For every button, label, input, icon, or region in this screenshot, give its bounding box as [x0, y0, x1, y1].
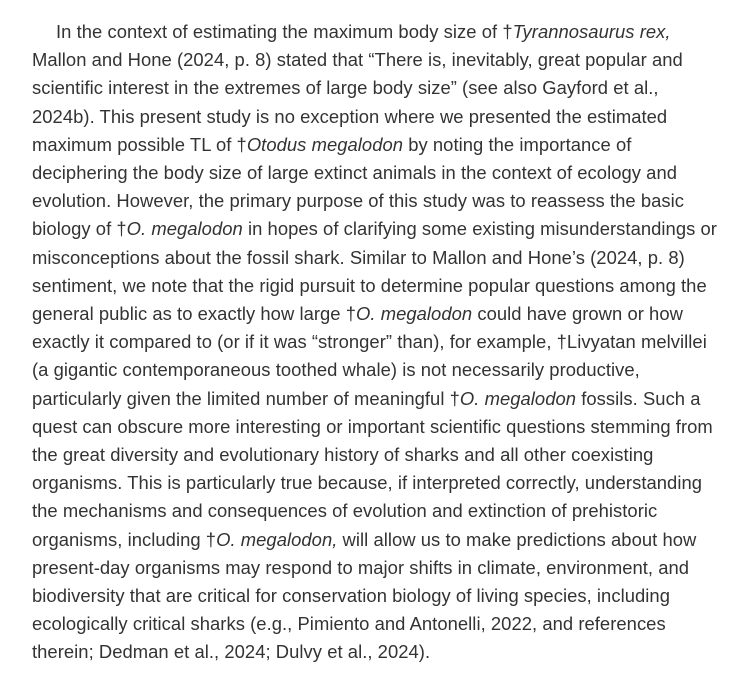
taxon-name: O. megalodon	[459, 387, 577, 409]
taxon-name: Otodus megalodon	[246, 133, 404, 155]
text-segment: fossils. Such a quest can obscure more interesting or important scientific questions stemming from the great diversity and evolutionary history of sharks and all other coexisting organisms. This is particularly true because, if interpreted correctly, understanding the mechanisms and consequences of evolution and extinction of prehistoric organisms, including †	[32, 387, 713, 550]
text-segment: will allow us to make predictions about how present-day organisms may respond to major shifts in climate, environment, and biodiversity that are critical for conservation biology of living species, including ecologically critical sharks (e.g., Pimiento and Antonelli, 2022, and references therein; Dedman et al., 2024; Dulvy et al., 2024).	[32, 528, 697, 663]
taxon-name: O. megalodon	[126, 218, 243, 240]
text-segment: Mallon and Hone (2024, p. 8) stated that “There is, inevitably, great popular and scientific interest in the extremes of large body size” (see also Gayford et al., 2024b). This present study is no exception where we presented the estimated maximum possible TL of †	[32, 49, 683, 155]
taxon-name: Tyrannosaurus rex,	[512, 21, 671, 42]
text-segment: by noting the importance of deciphering the body size of large extinct animals in the context of ecology and evolution. However, the primary purpose of this study was to reassess the basic biology of †	[32, 133, 685, 240]
text-segment: could have grown or how exactly it compared to (or if it was “stronger” than), for example, †Livyatan melvillei (a gigantic contemporaneous toothed whale) is not necessarily productive, particularly given the limited number of meaningful †	[32, 303, 707, 409]
body-paragraph	[32, 18, 725, 667]
taxon-name: O. megalodon,	[216, 528, 338, 550]
text-segment: in hopes of clarifying some existing misunderstandings or misconceptions about the fossil shark. Similar to Mallon and Hone’s (2024, p. 8) sentiment, we note that the rigid pursuit to determine popular questions among the general public as to exactly how large †	[32, 218, 717, 325]
text-segment: In the context of estimating the maximum body size of †	[56, 21, 513, 42]
taxon-name: O. megalodon	[356, 303, 473, 325]
